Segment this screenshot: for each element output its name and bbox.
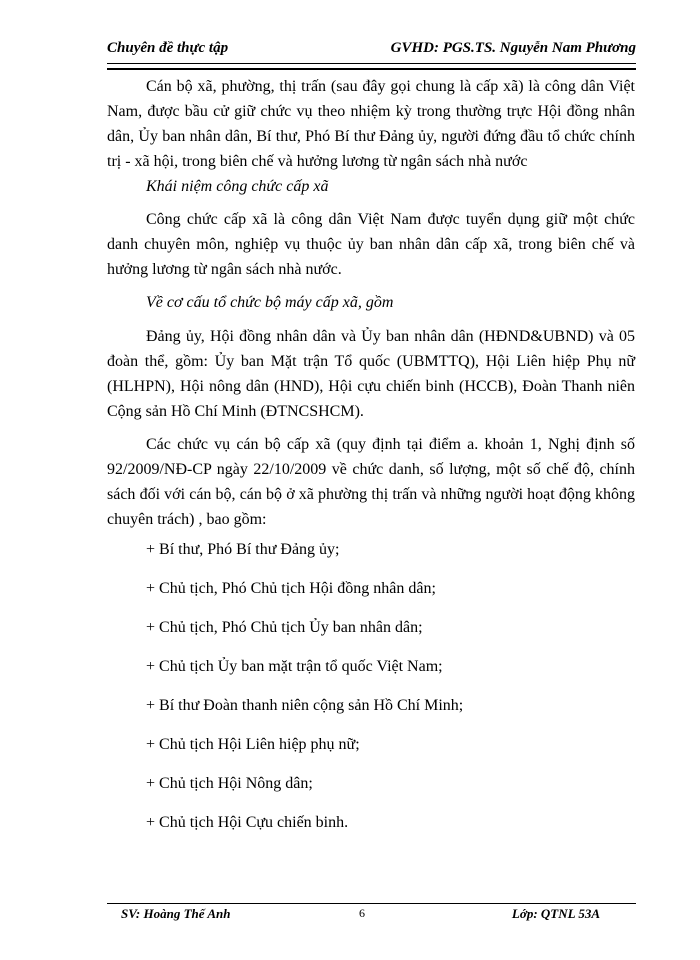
heading-structure: Về cơ cấu tổ chức bộ máy cấp xã, gồm xyxy=(146,294,394,311)
page-body xyxy=(107,74,635,835)
header-divider xyxy=(107,63,636,70)
paragraph-civil-servant-definition: Công chức cấp xã là công dân Việt Nam được tuyển dụng giữ một chức danh chuyên môn, nghiệp vụ thuộc ủy ban nhân dân cấp xã, trong biên chế và hưởng lương từ ngân sách nhà nước. xyxy=(107,211,635,278)
list-item: + Bí thư Đoàn thanh niên cộng sản Hồ Chí Minh; xyxy=(146,697,464,714)
positions-list xyxy=(107,537,635,835)
list-item: + Chủ tịch Hội Nông dân; xyxy=(146,775,313,792)
list-item: + Chủ tịch Hội Liên hiệp phụ nữ; xyxy=(146,736,360,753)
page-header xyxy=(107,40,636,62)
list-item: + Bí thư, Phó Bí thư Đảng ủy; xyxy=(146,541,340,558)
list-item: + Chủ tịch Hội Cựu chiến binh. xyxy=(146,814,349,831)
page-number: 6 xyxy=(359,906,365,920)
paragraph-organizations: Đảng ủy, Hội đồng nhân dân và Ủy ban nhân dân (HĐND&UBND) và 05 đoàn thể, gồm: Ủy ban Mặt trận Tổ quốc (UBMTTQ), Hội Liên hiệp Phụ nữ (HLHPN), Hội nông dân (HND), Hội cựu chiến binh (HCCB), Đoàn Thanh niên Cộng sản Hồ Chí Minh (ĐTNCSHCM). xyxy=(107,328,635,420)
heading-civil-servant-concept: Khái niệm công chức cấp xã xyxy=(146,178,329,195)
paragraph-cadre-definition: Cán bộ xã, phường, thị trấn (sau đây gọi chung là cấp xã) là công dân Việt Nam, được bầu cử giữ chức vụ theo nhiệm kỳ trong thường trực Hội đồng nhân dân, Ủy ban nhân dân, Bí thư, Phó Bí thư Đảng ủy, người đứng đầu tổ chức chính trị - xã hội, trong biên chế và hưởng lương từ ngân sách nhà nước xyxy=(107,78,635,170)
list-item: + Chủ tịch, Phó Chủ tịch Hội đồng nhân dân; xyxy=(146,580,436,597)
header-supervisor: GVHD: PGS.TS. Nguyễn Nam Phương xyxy=(390,40,636,56)
list-item: + Chủ tịch Ủy ban mặt trận tổ quốc Việt Nam; xyxy=(146,658,443,675)
header-title: Chuyên đề thực tập xyxy=(107,40,229,56)
list-item: + Chủ tịch, Phó Chủ tịch Ủy ban nhân dân; xyxy=(146,619,423,636)
footer-student: SV: Hoàng Thế Anh xyxy=(121,906,231,921)
page-footer xyxy=(107,906,636,926)
paragraph-positions: Các chức vụ cán bộ cấp xã (quy định tại điểm a. khoản 1, Nghị định số 92/2009/NĐ-CP ngày 22/10/2009 về chức danh, số lượng, một số chế độ, chính sách đối với cán bộ, cán bộ ở xã phường thị trấn và những người hoạt động không chuyên trách) , bao gồm: xyxy=(107,436,635,528)
footer-divider xyxy=(107,903,636,904)
footer-class: Lớp: QTNL 53A xyxy=(511,906,600,921)
